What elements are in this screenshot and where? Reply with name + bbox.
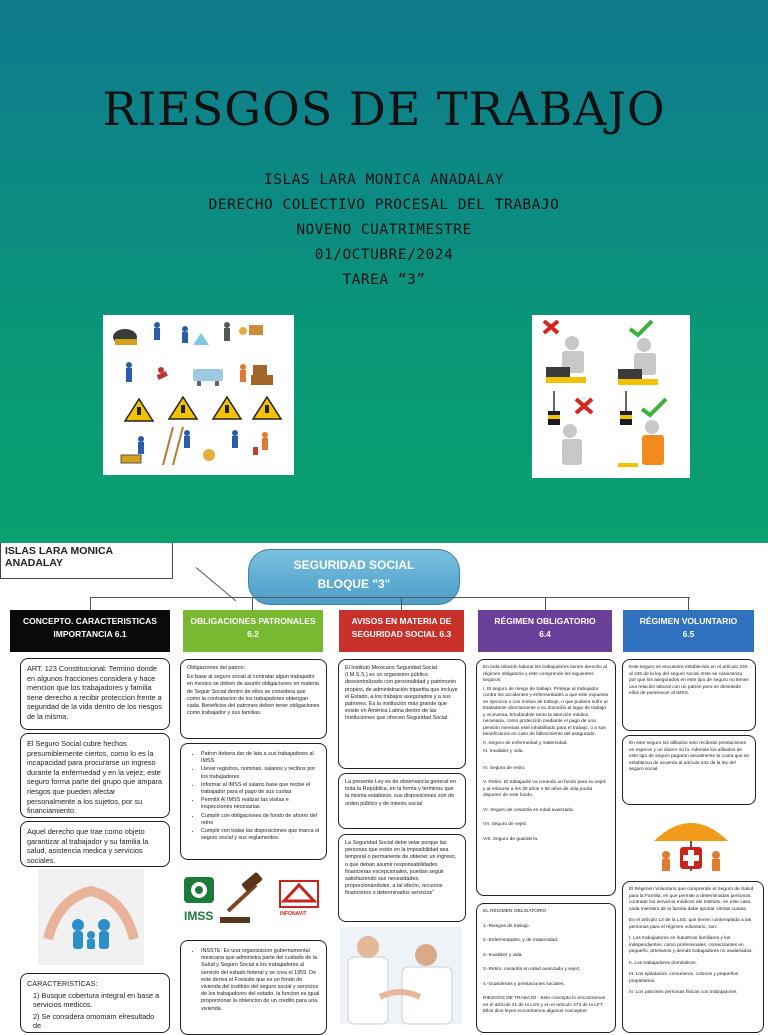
caracteristicas-box (20, 973, 170, 1033)
text-paragraph: En base al seguro social al contratar algun trabajador en mexico se deben de asumir obligaciones en materia de Seguir Social dentro de ellos se considera que como la contratacion de los trabajadores obtengan cada. Beneficios del patrones deben tener obligaciones como trabajador y sus familias. (187, 674, 320, 717)
column-header-concepto (10, 610, 170, 652)
afiliados-box (622, 735, 756, 805)
column-header-regimen-obligatorio (478, 610, 612, 652)
list-item: 2) Se considera omomam elresultado de (33, 1011, 155, 1031)
imss-definition-box (338, 659, 466, 769)
regimen-obligatorio-list-box (476, 903, 616, 1033)
column-header-regimen-voluntario (623, 610, 754, 652)
text-paragraph: En el artículo 13 de la LSS, que tienen contemplada a las personas para el régimen voluntario, son: (629, 918, 752, 930)
infonavit-logo-text: INFONAVIT (280, 911, 307, 917)
text-paragraph: II. Los trabajadores domésticos. (629, 960, 697, 966)
column-header-line: RÉGIMEN OBLIGATORIO (494, 616, 596, 626)
branch-drop (252, 597, 253, 610)
text-paragraph: Aquel derecho que trae como objeto garantizar al trabajador y su familia la salud, asistencia medica y servicios sociales. (27, 827, 149, 865)
list-item: • Permitir Al IMSS realizar las visitas e inspecciones necesarias (201, 797, 320, 811)
list-item: 2.-Enfermedades, y de maternidad. (483, 938, 559, 943)
sheet-author: ISLAS LARA MONICA ANADALAY (0, 543, 173, 579)
ley-observancia-box (338, 773, 466, 829)
box-title: CARACTERISTICAS: (27, 979, 98, 988)
slide-subtitle-block (0, 168, 768, 293)
slide-title: RIESGOS DE TRABAJO (102, 82, 666, 136)
text-paragraph: II. Seguro de enfermedad y maternidad. (483, 740, 568, 746)
mind-map-sheet (0, 543, 768, 1031)
regimen-voluntario-box (622, 659, 756, 731)
seguridad-social-velar-box (338, 834, 466, 922)
central-topic-subtitle: BLOQUE "3" (317, 577, 391, 591)
text-paragraph: La presente Ley es de observancia general en toda la República, en la forma y términos que la misma establece, sus disposiciones son de orden público y de interés social (345, 779, 456, 807)
branch-drop (688, 597, 689, 610)
box-title: EL RÉGIMEN OBLIGATORIO (483, 909, 547, 914)
text-paragraph: • INSSTE: Es una organizacion gubernamental mexicana que administra parte del cuidado de la Salud y Seguro Social a los trabajadores al servicio del estado federal y se crea el 1959. De este deriva el Fovisste que es un fondo de vivienda del instituto del seguro social y servicios de los trabajadores del estado, la funcion es igual proporcionar la obtencion de un credito para una vivienda. (201, 948, 320, 1013)
column-header-line: CONCEPTO. CARACTERISTICAS (23, 616, 157, 626)
text-paragraph: Este seguro se encuentra establecido en el artículo 240 al 245 de la ley del seguro social. Este se caracteriza por que los asegurados en este tipo de seguro no tienen una relación laboral con un patrón pero se deseasde ellos de pertenecer al IMSS. (629, 665, 750, 696)
obligaciones-list-box (180, 743, 327, 860)
text-paragraph: ART. 123 Constitucional: Termino donde en algunos fracciones considera y hace mencion que los trabajadores y familia tiene derecho a recibir proteccion frente a seguridad de la vida dentro de los riesgos de la misma. (27, 664, 163, 721)
list-item: 4.-Guarderías y prestaciones sociales. (483, 981, 565, 987)
column-header-line: OBLIGACIONES PATRONALES (190, 616, 316, 626)
accidents-illustration (103, 315, 294, 475)
list-item: • Cumplir con todas las disposiciones que marca el seguro social y sus reglamentos. (201, 828, 320, 842)
branch-drop (545, 597, 546, 610)
column-header-line: 6.4 (539, 629, 551, 639)
text-paragraph: En toda relación laboral los trabajadores tienen derecho al régimen obligatorio y este comprende los siguientes seguros: (483, 665, 608, 683)
text-paragraph: III. Los ejidatarios, comuneros, colonos y pequeños propietarios. (629, 972, 739, 984)
family-protection-image (38, 869, 144, 965)
central-topic-title: SEGURIDAD SOCIAL (293, 558, 415, 572)
column-header-line: RÉGIMEN VOLUNTARIO (639, 616, 738, 626)
concept-box-seguro-social (20, 733, 170, 818)
text-paragraph: I. El seguro de riesgo de trabajo. Protege al trabajador contra los accidentes y enfermedades a que este expuesto en ejercicio o con motivo de trabajo, o que pudiera sufrir al trasladarse directamente o su domicilio al lugar de trabajo y viceversa, brindándole tanto la atención médica necesaria, como protección mediante el pago de una pensión mientras esté inhabilitado para el trabajo, o a sus beneficiarios en caso de fallecimiento del asegurado. (483, 686, 609, 737)
date: 01/OCTUBRE/2024 (314, 247, 454, 263)
column-header-line: 6.2 (247, 629, 259, 639)
text-paragraph: El Instituto Mexicano Seguridad Social (I.M.S.S.) es un organismo público descentralizado con personalidad y patrimonio propios, de administración tripartita que incluye el Estado, a los trabajos asegurados y a sus patrones. Es la institución más grande que existe en América Latina dentro de las Instituciones que ofrecen Seguridad Social. (345, 665, 458, 722)
text-paragraph: La Seguridad Social debe velar porque las personas que estén en la imposibilidad sea temporal o permanente de obtener un ingreso, o que deban asumir responsabilidades financieras excepcionales, puedan seguir satisfaciendo sus necesidades, proporcionándoles, a tal efecto, recursos financieros o determinados servicios" (345, 840, 457, 897)
text-paragraph: VI. Seguro de cesantía en edad avanzada. (483, 807, 574, 813)
list-item: • Informar al IMSS el salario base que recibe el trabajador para el pago de sus cuotas (201, 782, 320, 796)
branch-drop (90, 597, 91, 610)
assignment: TAREA “3” (342, 272, 426, 288)
text-paragraph: I. Los trabajadores en industrias familiares y los independientes, como profesionales, comerciantes en pequeño, artesanos y demás trabajadores no asalariados. (629, 936, 753, 954)
text-paragraph: V. Retiro. El trabajador va creando un fondo para su vejez y al retirarse a los 30 años o 60 años de vida podrá disponer de este fondo. (483, 780, 607, 798)
list-item: • Llevar registros, nominas, salarios y recibos por los trabajadores (201, 766, 320, 780)
imss-logo (180, 871, 328, 933)
text-paragraph: III. Invalidez y vida. (483, 749, 524, 754)
list-item: 3.-Invalidez y vida. (483, 952, 523, 958)
column-header-line: AVISOS EN MATERIA DE (351, 616, 452, 626)
imss-logo-text: IMSS (184, 909, 214, 923)
list-item: 1.-Riesgos de trabajo. (483, 923, 530, 929)
column-header-avisos (339, 610, 464, 652)
branch-drop (401, 597, 402, 610)
list-item: 1) Busque cobertura integral en base a servicios medicos. (33, 990, 160, 1010)
author-name: ISLAS LARA MONICA ANADALAY (264, 172, 504, 188)
column-header-line: 6.5 (682, 629, 695, 639)
text-paragraph: IV. Seguro de retiro. (483, 765, 526, 771)
text-paragraph: RIESGOS DE TRABAJO - Este concepto lo encontramos en el artículo 41 de la LSS y en el artículo 473 de la LFT. Ellos dice leyes encontramos algunos conceptos: (483, 996, 606, 1014)
list-item: 3.-Retiro, cesantía en edad avanzada y vejez. (483, 967, 581, 972)
text-paragraph: En este seguro los afiliados solo recibirán prestaciones en especie y un dinero no lo. Además los afiliados de este tipo de seguro pagaran anualmente la cuota que se establezca de acuerdo al artículo 242 de la ley del seguro social. (629, 741, 750, 772)
concept-box-derecho (20, 821, 170, 867)
text-paragraph: El Régimen Voluntario que comprende el Seguro de Salud para la Familia, es que permite a determinadas personas, contratar los servicios médicos del Instituto, en este caso, cada miembro de la familia debe aportar ciertas cuotas. (629, 887, 754, 912)
term: NOVENO CUATRIMESTRE (296, 222, 472, 238)
doctor-patient-image (340, 927, 462, 1024)
column-header-line: IMPORTANCIA 6.1 (53, 629, 127, 639)
column-header-obligaciones (183, 610, 323, 652)
safety-practices-illustration (532, 315, 690, 478)
institution-logos (180, 871, 328, 933)
text-paragraph: VIII. Seguro de guardería. (483, 836, 539, 842)
obligaciones-box (180, 659, 327, 739)
list-item: • Cumplir con obligaciones de fondo de ahorro del retiro (201, 813, 320, 827)
column-header-line: SEGURIDAD SOCIAL 6.3 (351, 629, 452, 639)
text-paragraph: VII. Seguro de vejez. (483, 822, 528, 827)
text-paragraph: El Seguro Social cubre hechos presumiblemente ciertos, como lo es la incapacidad para procurarse un ingreso durante la enfermedad y en la vejez; este seguro forma parte del grupo que ampara riesgos que pueden afectar personalmente a los sujetos, por su financiamiento. (27, 739, 163, 816)
list-item: • Patron debera dar de lata a sus trabajadores al IMSS (201, 751, 320, 765)
seguro-salud-familia-box (622, 881, 764, 1033)
regimen-obligatorio-box (476, 659, 616, 896)
text-paragraph: IV. Los patrones personas físicas con trabajadores (629, 990, 737, 995)
box-title: Obligaciones del patron: (187, 665, 246, 671)
subject-name: DERECHO COLECTIVO PROCESAL DEL TRABAJO (208, 197, 560, 213)
insste-box (180, 940, 327, 1035)
branch-line (90, 597, 690, 598)
concept-box-article-123 (20, 658, 170, 730)
umbrella-health-image (650, 811, 732, 877)
